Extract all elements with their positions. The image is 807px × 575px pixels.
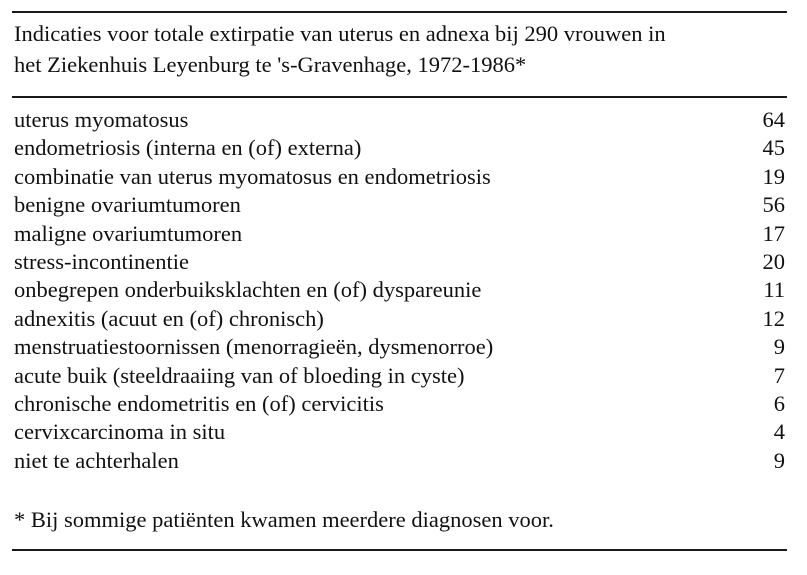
row-value: 9 xyxy=(773,334,785,360)
table-row xyxy=(14,191,785,219)
table-row xyxy=(14,390,785,418)
row-label: cervixcarcinoma in situ xyxy=(14,419,226,445)
row-label: benigne ovariumtumoren xyxy=(14,192,241,218)
row-label: onbegrepen onderbuiksklachten en (of) dyspareunie xyxy=(14,277,482,303)
table-caption xyxy=(14,18,794,80)
row-value: 19 xyxy=(762,163,785,189)
top-rule xyxy=(12,11,787,13)
row-label: adnexitis (acuut en (of) chronisch) xyxy=(14,305,324,331)
table-row xyxy=(14,134,785,162)
row-value: 45 xyxy=(762,135,785,161)
table-row xyxy=(14,305,785,333)
caption-line-2: het Ziekenhuis Leyenburg te 's-Gravenhage, 1972-1986* xyxy=(14,52,527,77)
row-label: combinatie van uterus myomatosus en endometriosis xyxy=(14,163,491,189)
row-label: endometriosis (interna en (of) externa) xyxy=(14,135,362,161)
row-label: menstruatiestoornissen (menorragieën, dysmenorroe) xyxy=(14,334,494,360)
row-value: 20 xyxy=(762,248,785,274)
table-row xyxy=(14,106,785,134)
table-row xyxy=(14,447,785,475)
table-row xyxy=(14,248,785,276)
bottom-rule xyxy=(12,549,787,551)
row-value: 11 xyxy=(763,277,785,303)
row-label: stress-incontinentie xyxy=(14,248,189,274)
row-label: acute buik (steeldraaiing van of bloeding in cyste) xyxy=(14,362,465,388)
table-row xyxy=(14,418,785,446)
row-value: 4 xyxy=(773,419,785,445)
row-label: uterus myomatosus xyxy=(14,107,189,132)
row-value: 7 xyxy=(773,362,785,388)
table-row xyxy=(14,220,785,248)
row-label: chronische endometritis en (of) cervicitis xyxy=(14,390,384,416)
row-label: niet te achterhalen xyxy=(14,447,179,473)
footnote: * Bij sommige patiënten kwamen meerdere diagnosen voor. xyxy=(14,507,554,532)
caption-line-1: Indicaties voor totale extirpatie van uterus en adnexa bij 290 vrouwen in xyxy=(14,21,666,46)
row-value: 6 xyxy=(773,390,785,416)
row-value: 17 xyxy=(762,220,785,246)
row-value: 64 xyxy=(762,107,785,132)
table-row xyxy=(14,163,785,191)
row-value: 56 xyxy=(762,192,785,218)
row-value: 12 xyxy=(762,305,785,331)
table-row xyxy=(14,333,785,361)
table-row xyxy=(14,276,785,304)
header-rule xyxy=(12,96,787,98)
row-label: maligne ovariumtumoren xyxy=(14,220,243,246)
row-value: 9 xyxy=(773,447,785,473)
table-row xyxy=(14,362,785,390)
indications-table xyxy=(14,106,785,475)
